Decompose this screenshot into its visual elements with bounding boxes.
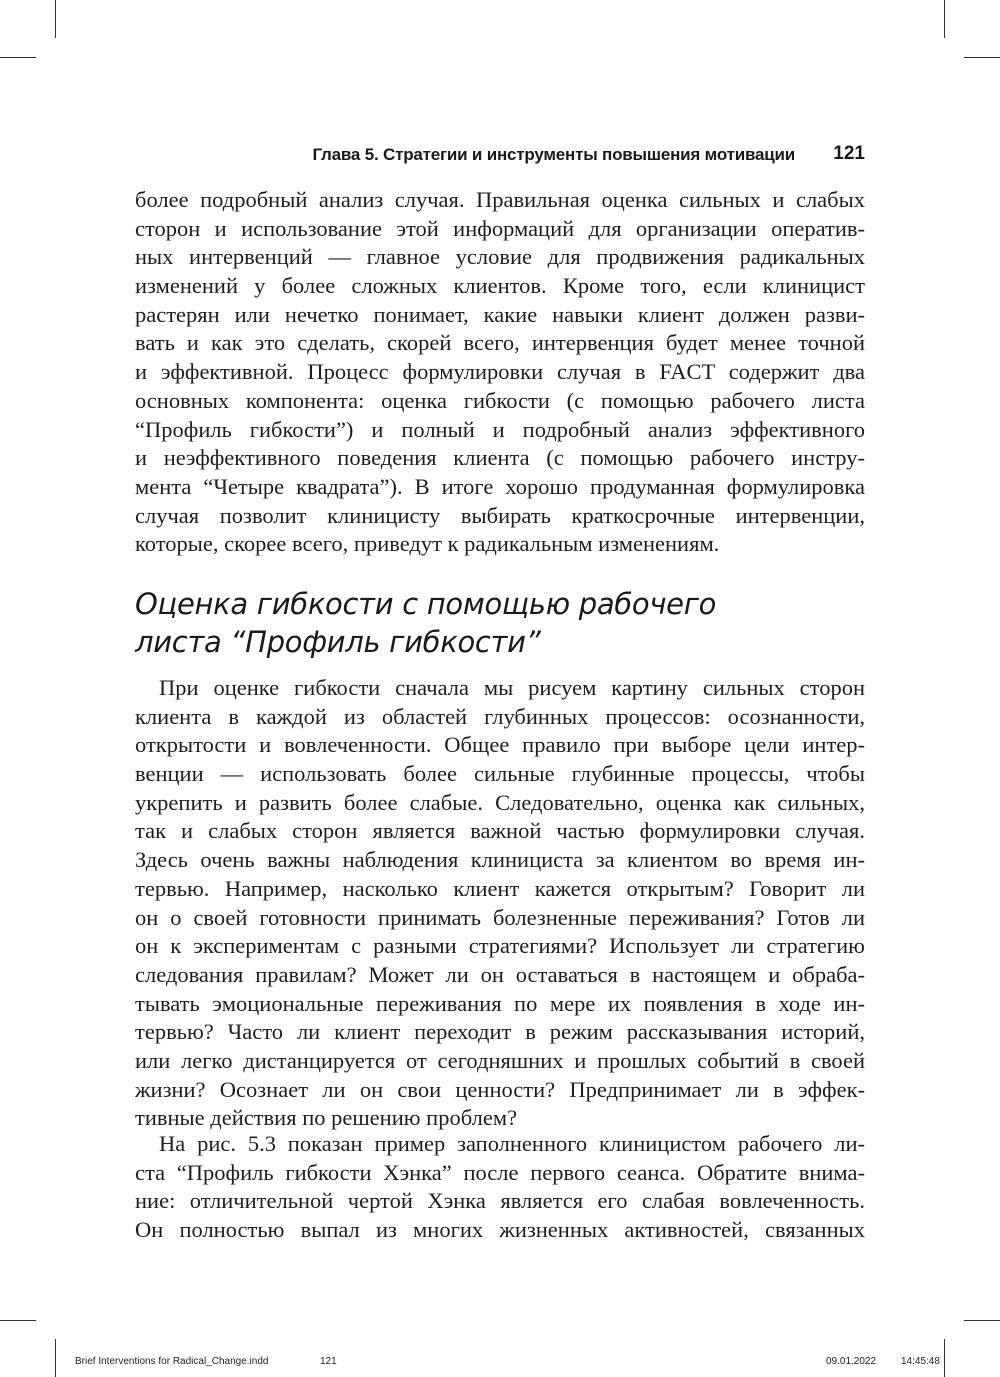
paragraph-flexibility-assessment: [135, 674, 865, 1133]
crop-mark-right-upper: [964, 57, 1000, 58]
text-line: растерян или нечетко понимает, какие навыки клиент должен разви-: [135, 301, 865, 327]
text-line: При оценке гибкости сначала мы рисуем картину сильных сторон: [159, 675, 865, 700]
text-line: Здесь очень важны наблюдения клинициста за клиентом во время ин-: [135, 847, 865, 873]
text-line: венции — использовать более сильные глубинные процессы, чтобы: [135, 761, 865, 787]
section-heading-line: Оценка гибкости с помощью рабочего: [135, 587, 717, 621]
text-line: вать и как это сделать, скорей всего, интервенция будет менее точной: [135, 330, 865, 356]
text-line: так и слабых сторон является важной частью формулировки случая.: [135, 818, 865, 844]
section-heading-line: листа “Профиль гибкости”: [135, 625, 541, 659]
text-line: изменений у более сложных клиентов. Кроме того, если клиницист: [135, 273, 865, 299]
crop-mark-left-lower: [0, 1320, 36, 1321]
crop-mark-bottom-right: [944, 1339, 945, 1377]
text-line: ных интервенций — главное условие для продвижения радикальных: [135, 244, 865, 270]
text-line: Он полностью выпал из многих жизненных активностей, связанных: [135, 1217, 865, 1243]
text-line: “Профиль гибкости”) и полный и подробный анализ эффективного: [135, 416, 865, 442]
page-number: 121: [833, 143, 865, 164]
text-line: клиента в каждой из областей глубинных процессов: осознанности,: [135, 703, 865, 729]
crop-mark-left-upper: [0, 57, 36, 58]
text-line: следования правилам? Может ли он оставаться в настоящем и обраба-: [135, 961, 865, 987]
text-line: основных компонента: оценка гибкости (с помощью рабочего листа: [135, 387, 865, 413]
text-line: он к экспериментам с разными стратегиями? Использует ли стратегию: [135, 933, 865, 959]
text-line: ние: отличительной чертой Хэнка является его слабая вовлеченность.: [135, 1188, 865, 1214]
slug-page: 121: [320, 1356, 337, 1367]
crop-mark-top-left: [55, 0, 56, 38]
text-line: сторон и использование этой информаций для организации оператив-: [135, 215, 865, 241]
text-line: ста “Профиль гибкости Хэнка” после первого сеанса. Обратите внима-: [135, 1159, 865, 1185]
slug-filename: Brief Interventions for Radical_Change.indd: [75, 1356, 269, 1367]
text-line: более подробный анализ случая. Правильная оценка сильных и слабых: [135, 187, 865, 212]
text-line: тывать эмоциональные переживания по мере их появления в ходе ин-: [135, 990, 865, 1016]
slug-time: 14:45:48: [901, 1356, 940, 1367]
text-line: жизни? Осознает ли он свои ценности? Предпринимает ли в эффек-: [135, 1076, 865, 1102]
slug-date: 09.01.2022: [826, 1356, 877, 1367]
text-line: он о своей готовности принимать болезненные переживания? Готов ли: [135, 904, 865, 930]
section-heading: [135, 585, 865, 661]
text-line: тервью? Часто ли клиент переходит в режим рассказывания историй,: [135, 1019, 865, 1045]
text-line: тервью. Например, насколько клиент кажется открытым? Говорит ли: [135, 875, 865, 901]
paragraph-intro: [135, 186, 865, 559]
crop-mark-top-right: [944, 0, 945, 38]
text-line: На рис. 5.3 показан пример заполненного клиницистом рабочего ли-: [159, 1131, 865, 1156]
text-line: случая позволит клиницисту выбирать краткосрочные интервенции,: [135, 502, 865, 528]
text-line: укрепить и развить более слабые. Следовательно, оценка как сильных,: [135, 789, 865, 815]
text-line: мента “Четыре квадрата”). В итоге хорошо продуманная формулировка: [135, 473, 865, 499]
text-line: тивные действия по решению проблем?: [135, 1105, 518, 1131]
text-line: и эффективной. Процесс формулировки случая в FACT содержит два: [135, 359, 865, 385]
chapter-title: Глава 5. Стратегии и инструменты повышения мотивации: [312, 145, 795, 164]
crop-mark-bottom-left: [55, 1339, 56, 1377]
text-line: или легко дистанцируется от сегодняшних и прошлых событий в своей: [135, 1047, 865, 1073]
text-line: и неэффективного поведения клиента (с помощью рабочего инстру-: [135, 445, 865, 471]
text-line: которые, скорее всего, приведут к радикальным изменениям.: [135, 531, 720, 557]
running-head: [135, 142, 865, 166]
text-line: открытости и вовлеченности. Общее правило при выборе цели интер-: [135, 732, 865, 758]
crop-mark-right-lower: [964, 1320, 1000, 1321]
paragraph-figure-reference: [135, 1130, 865, 1245]
